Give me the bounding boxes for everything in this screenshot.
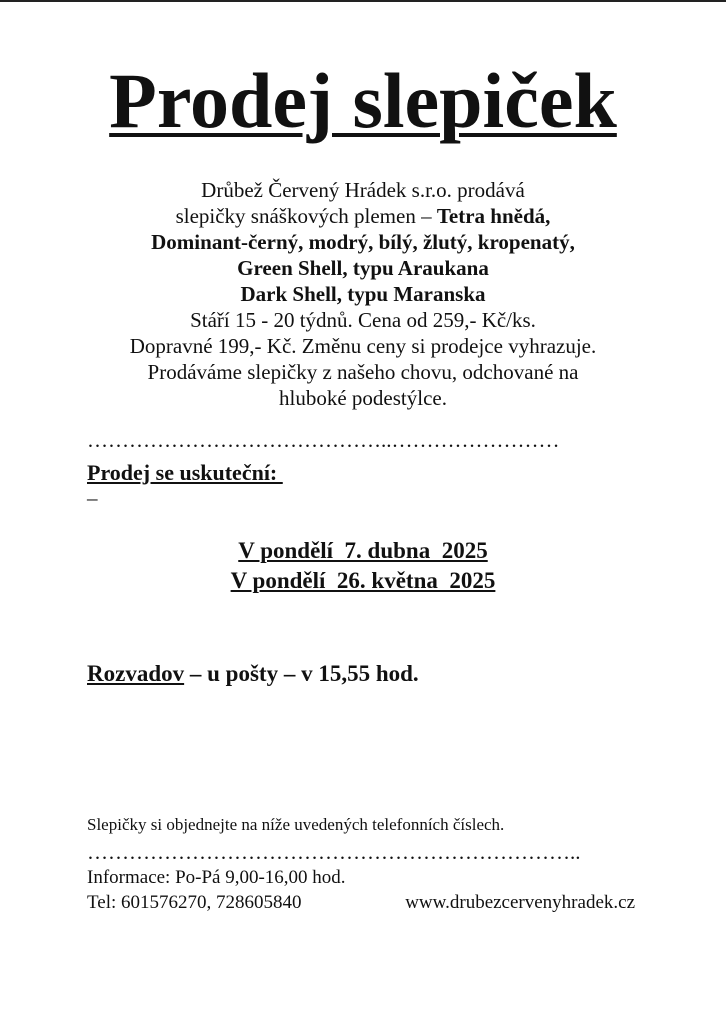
intro-breeds-lead: slepičky snáškových plemen –	[175, 204, 437, 228]
sale-date-1: V pondělí 7. dubna 2025	[238, 538, 488, 563]
dash-mark: –	[87, 486, 98, 510]
intro-line-dark-shell	[60, 281, 666, 307]
info-hours: Informace: Po-Pá 9,00-16,00 hod.	[87, 867, 346, 888]
intro-breed-green-shell: Green Shell, typu Araukana	[237, 256, 489, 280]
page-title: Prodej slepiček	[109, 57, 617, 144]
sale-date-2: V pondělí 26. května 2025	[230, 568, 496, 593]
intro-line-dominant	[60, 229, 666, 255]
location-place: Rozvadov	[87, 661, 185, 686]
intro-line-green-shell	[60, 255, 666, 281]
contact-phone: Tel: 601576270, 728605840	[87, 892, 302, 913]
separator-top: ……………………………………..……………………	[87, 428, 560, 452]
intro-line-breeds	[60, 203, 666, 229]
intro-line-origin: Prodáváme slepičky z našeho chovu, odchované na	[147, 360, 579, 384]
sale-location	[87, 660, 419, 688]
order-note: Slepičky si objednejte na níže uvedených telefonních číslech.	[87, 815, 505, 834]
intro-text	[60, 177, 666, 411]
intro-line-age-price: Stáří 15 - 20 týdnů. Cena od 259,- Kč/ks.	[190, 308, 536, 332]
intro-breed-dark-shell: Dark Shell, typu Maranska	[240, 282, 486, 306]
sale-heading: Prodej se uskuteční:	[87, 460, 283, 485]
location-details: – u pošty – v 15,55 hod.	[184, 661, 419, 686]
intro-line-company: Drůbež Červený Hrádek s.r.o. prodává	[201, 178, 525, 202]
contact-line	[87, 890, 635, 915]
separator-bottom: ……………………………………………………………..	[87, 840, 581, 864]
intro-breed-dominant: Dominant-černý, modrý, bílý, žlutý, kropenatý,	[151, 230, 575, 254]
intro-line-bedding: hluboké podestýlce.	[279, 386, 447, 410]
intro-breed-tetra: Tetra hnědá,	[436, 204, 551, 228]
intro-line-delivery: Dopravné 199,- Kč. Změnu ceny si prodejce vyhrazuje.	[129, 334, 597, 358]
contact-website: www.drubezcervenyhradek.cz	[405, 892, 635, 913]
